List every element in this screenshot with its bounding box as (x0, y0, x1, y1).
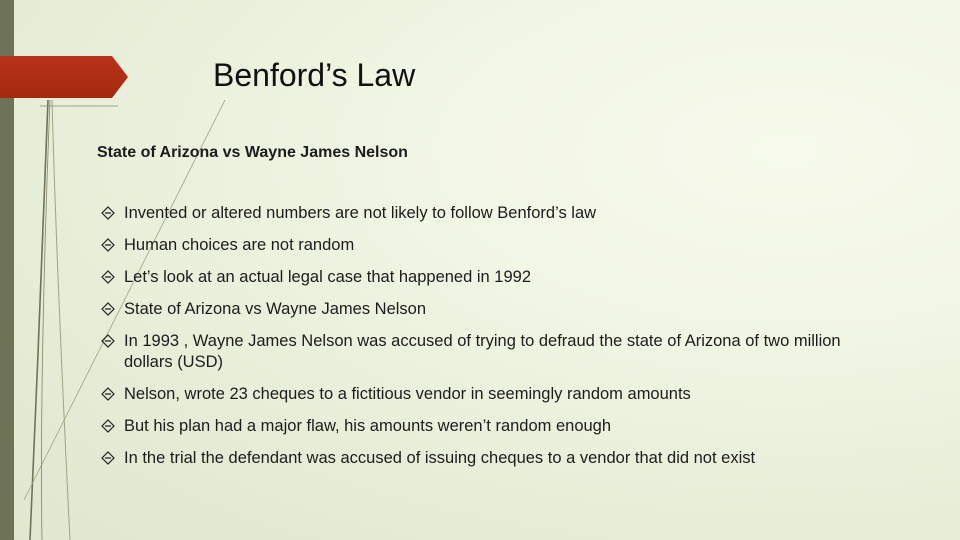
bullet-text: Nelson, wrote 23 cheques to a fictitious vendor in seemingly random amounts (124, 385, 691, 403)
bullet-text: Let’s look at an actual legal case that happened in 1992 (124, 268, 532, 286)
bullet-text: Invented or altered numbers are not likely to follow Benford’s law (124, 204, 597, 222)
bullet-item (101, 448, 881, 469)
bullet-item (101, 384, 881, 405)
diamond-arrow-icon (101, 451, 115, 465)
slide-title: Benford’s Law (213, 57, 416, 93)
bullet-item (101, 299, 881, 320)
bullet-text: In the trial the defendant was accused of issuing cheques to a vendor that did not exist (124, 449, 756, 467)
diamond-arrow-icon (101, 419, 115, 433)
diamond-arrow-icon (101, 238, 115, 252)
bullet-text: State of Arizona vs Wayne James Nelson (124, 300, 427, 318)
bullet-item (101, 267, 881, 288)
title-accent-arrow (0, 56, 128, 98)
diamond-arrow-icon (101, 270, 115, 284)
diamond-arrow-icon (101, 387, 115, 401)
bullet-text: In 1993 , Wayne James Nelson was accused of trying to defraud the state of Arizona of two million dollars (USD) (124, 332, 841, 371)
bullet-text: But his plan had a major flaw, his amounts weren’t random enough (124, 417, 612, 435)
bullet-text: Human choices are not random (124, 236, 355, 254)
slide-subtitle: State of Arizona vs Wayne James Nelson (97, 144, 408, 161)
diamond-arrow-icon (101, 206, 115, 220)
diamond-arrow-icon (101, 302, 115, 316)
bullet-list (101, 203, 881, 480)
bullet-item (101, 416, 881, 437)
bullet-item (101, 203, 881, 224)
bullet-item (101, 235, 881, 256)
diamond-arrow-icon (101, 334, 115, 348)
bullet-item (101, 331, 881, 373)
